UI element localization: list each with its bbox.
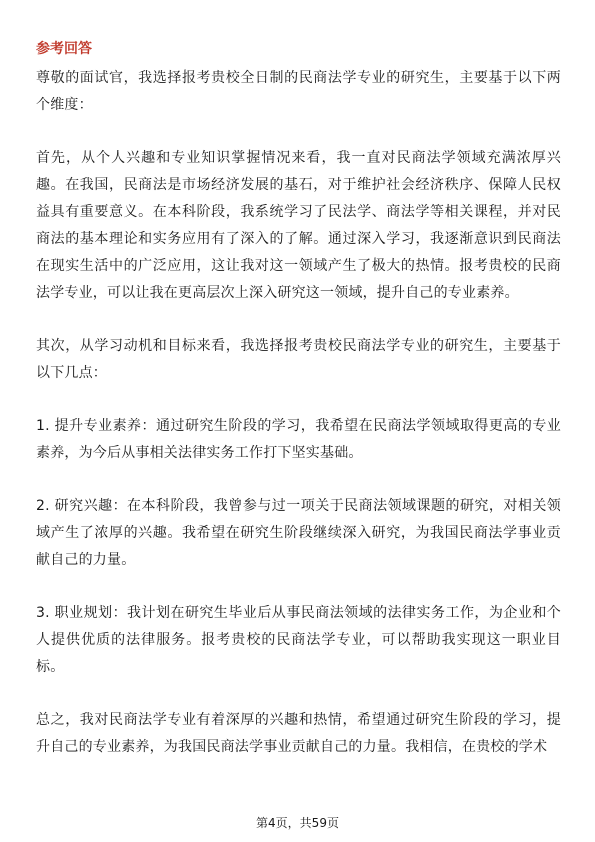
- paragraph-second-reason: 其次，从学习动机和目标来看，我选择报考贵校民商法学专业的研究生，主要基于以下几点：: [36, 338, 561, 381]
- answer-body: [36, 65, 561, 787]
- paragraph-intro: 尊敬的面试官，我选择报考贵校全日制的民商法学专业的研究生，主要基于以下两个维度：: [36, 70, 561, 113]
- page-number: 第4页，共59页: [256, 816, 339, 830]
- paragraph-conclusion: 总之，我对民商法学专业有着深厚的兴趣和热情，希望通过研究生阶段的学习，提升自己的专业素养，为我国民商法学事业贡献自己的力量。我相信，在贵校的学术: [36, 712, 561, 755]
- section-heading: 参考回答: [36, 41, 92, 57]
- list-item-professional-quality: 1. 提升专业素养：通过研究生阶段的学习，我希望在民商法学领域取得更高的专业素养，为今后从事相关法律实务工作打下坚实基础。: [36, 418, 561, 461]
- list-item-research-interest: 2. 研究兴趣：在本科阶段，我曾参与过一项关于民商法领域课题的研究，对相关领域产生了浓厚的兴趣。我希望在研究生阶段继续深入研究，为我国民商法学事业贡献自己的力量。: [36, 498, 561, 568]
- paragraph-first-reason: 首先，从个人兴趣和专业知识掌握情况来看，我一直对民商法学领域充满浓厚兴趣。在我国，民商法是市场经济发展的基石，对于维护社会经济秩序、保障人民权益具有重要意义。在本科阶段，我系统学习了民法学、商法学等相关课程，并对民商法的基本理论和实务应用有了深入的了解。通过深入学习，我逐渐意识到民商法在现实生活中的广泛应用，这让我对这一领域产生了极大的热情。报考贵校的民商法学专业，可以让我在更高层次上深入研究这一领域，提升自己的专业素养。: [36, 150, 561, 301]
- list-item-career-plan: 3. 职业规划：我计划在研究生毕业后从事民商法领域的法律实务工作，为企业和个人提供优质的法律服务。报考贵校的民商法学专业，可以帮助我实现这一职业目标。: [36, 605, 561, 675]
